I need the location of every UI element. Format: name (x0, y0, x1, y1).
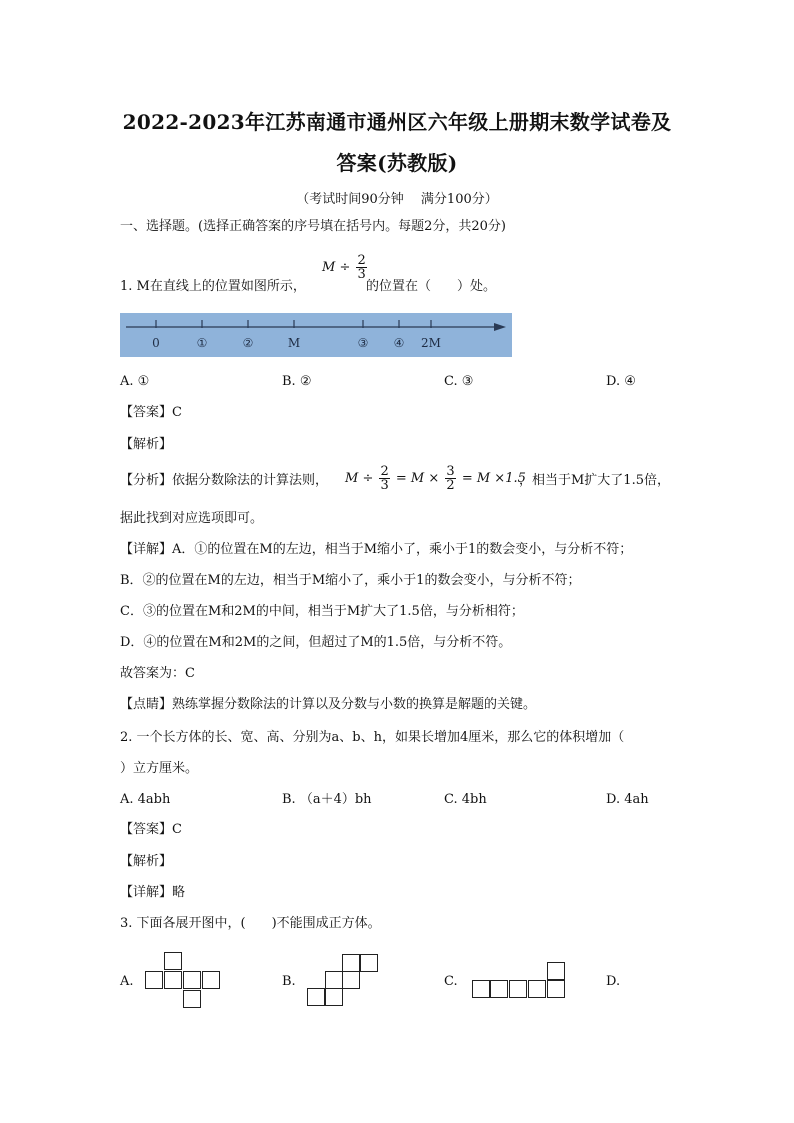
q1-frac-den: 3 (357, 267, 366, 282)
q2-jiexi-label: 【解析】 (120, 854, 173, 869)
q3-option-a-label: A. (120, 974, 134, 989)
exam-info: （考试时间90分钟 满分100分） (296, 192, 498, 207)
number-line-label: ① (196, 336, 208, 350)
q1-option-b: B. ② (282, 374, 312, 389)
q3-option-d-label: D. (606, 974, 621, 989)
q1-option-c: C. ③ (444, 374, 474, 389)
q1-detail-d: D．④的位置在M和2M的之间，但超过了M的1.5倍，与分析不符。 (120, 635, 512, 650)
net-a-square (164, 952, 182, 970)
number-line-figure (120, 313, 512, 357)
q2-option-a: A. 4abh (120, 792, 171, 807)
net-a-square (202, 971, 220, 989)
q1-detail-b: B．②的位置在M的左边，相当于M缩小了，乘小于1的数会变小，与分析不符； (120, 573, 581, 588)
q1-stem-suffix: 的位置在（ ）处。 (366, 279, 497, 294)
analysis-frac-1-den: 3 (380, 478, 389, 493)
section-heading: 一、选择题。(选择正确答案的序号填在括号内。每题2分，共20分) (120, 219, 506, 234)
q1-analysis-formula (345, 465, 526, 492)
number-line-label: ② (242, 336, 254, 350)
q1-detail-a: 【详解】A．①的位置在M的左边，相当于M缩小了，乘小于1的数会变小，与分析不符； (120, 542, 633, 557)
title-line-2: 答案(苏教版) (336, 151, 458, 175)
net-a-square (183, 990, 201, 1008)
number-line-svg (120, 313, 512, 357)
number-line-label: ③ (357, 336, 369, 350)
net-c-square (528, 980, 546, 998)
analysis-eq-1: = M × (395, 471, 440, 486)
net-c-square (490, 980, 508, 998)
net-c-square (509, 980, 527, 998)
q1-option-a: A. ① (120, 374, 150, 389)
analysis-frac-2-den: 2 (446, 478, 455, 493)
number-line-label: 0 (152, 336, 160, 350)
q1-stem-expression (322, 254, 369, 281)
q1-fraction (356, 254, 366, 281)
q1-stem-prefix: 1. M在直线上的位置如图所示， (120, 279, 306, 294)
net-c-square (547, 980, 565, 998)
q1-dianjing: 【点睛】熟练掌握分数除法的计算以及分数与小数的换算是解题的关键。 (120, 697, 537, 712)
q2-answer: 【答案】C (120, 822, 182, 837)
q1-answer: 【答案】C (120, 405, 182, 420)
q2-stem-line1: 2. 一个长方体的长、宽、高、分别为a、b、h，如果长增加4厘米，那么它的体积增加（ (120, 730, 625, 745)
q1-frac-num: 2 (357, 253, 366, 268)
net-c-square (472, 980, 490, 998)
q1-detail-c: C．③的位置在M和2M的中间，相当于M扩大了1.5倍，与分析相符； (120, 604, 524, 619)
net-b-square (342, 971, 360, 989)
analysis-frac-2-num: 3 (446, 464, 455, 479)
analysis-eq-2: = M ×1.5 (461, 471, 526, 486)
analysis-m-div: M ÷ (345, 471, 374, 486)
number-line-label: M (287, 336, 301, 350)
net-c-square (547, 962, 565, 980)
q1-analysis-tail: ，相当于M扩大了1.5倍， (519, 473, 670, 488)
q3-option-b-label: B. (282, 974, 296, 989)
q2-option-d: D. 4ah (606, 792, 649, 807)
net-a-square (145, 971, 163, 989)
q1-jiexi-label: 【解析】 (120, 437, 173, 452)
q1-final-answer: 故答案为：C (120, 666, 195, 681)
q2-option-c: C. 4bh (444, 792, 487, 807)
net-b-square (325, 971, 343, 989)
net-b-square (325, 988, 343, 1006)
net-a-square (183, 971, 201, 989)
number-line-arrow (494, 323, 506, 331)
q3-option-c-label: C. (444, 974, 458, 989)
q2-stem-line2: ）立方厘米。 (120, 761, 199, 776)
net-b-square (360, 954, 378, 972)
net-b-square (342, 954, 360, 972)
q1-expr-left: M ÷ (322, 260, 351, 275)
q3-stem: 3. 下面各展开图中，( )不能围成正方体。 (120, 916, 381, 931)
number-line-label: 2M (421, 336, 441, 350)
title-line-1: 2022-2023年江苏南通市通州区六年级上册期末数学试卷及 (122, 110, 672, 134)
q1-analysis-line2: 据此找到对应选项即可。 (120, 511, 264, 526)
q1-analysis-head: 【分析】依据分数除法的计算法则， (120, 473, 329, 488)
net-a-square (164, 971, 182, 989)
q1-option-d: D. ④ (606, 374, 636, 389)
number-line-label: ④ (393, 336, 405, 350)
q2-option-b: B. （a＋4）bh (282, 792, 372, 807)
analysis-frac-2 (445, 465, 455, 492)
q2-detail: 【详解】略 (120, 885, 186, 900)
analysis-frac-1 (379, 465, 389, 492)
analysis-frac-1-num: 2 (380, 464, 389, 479)
net-b-square (307, 988, 325, 1006)
